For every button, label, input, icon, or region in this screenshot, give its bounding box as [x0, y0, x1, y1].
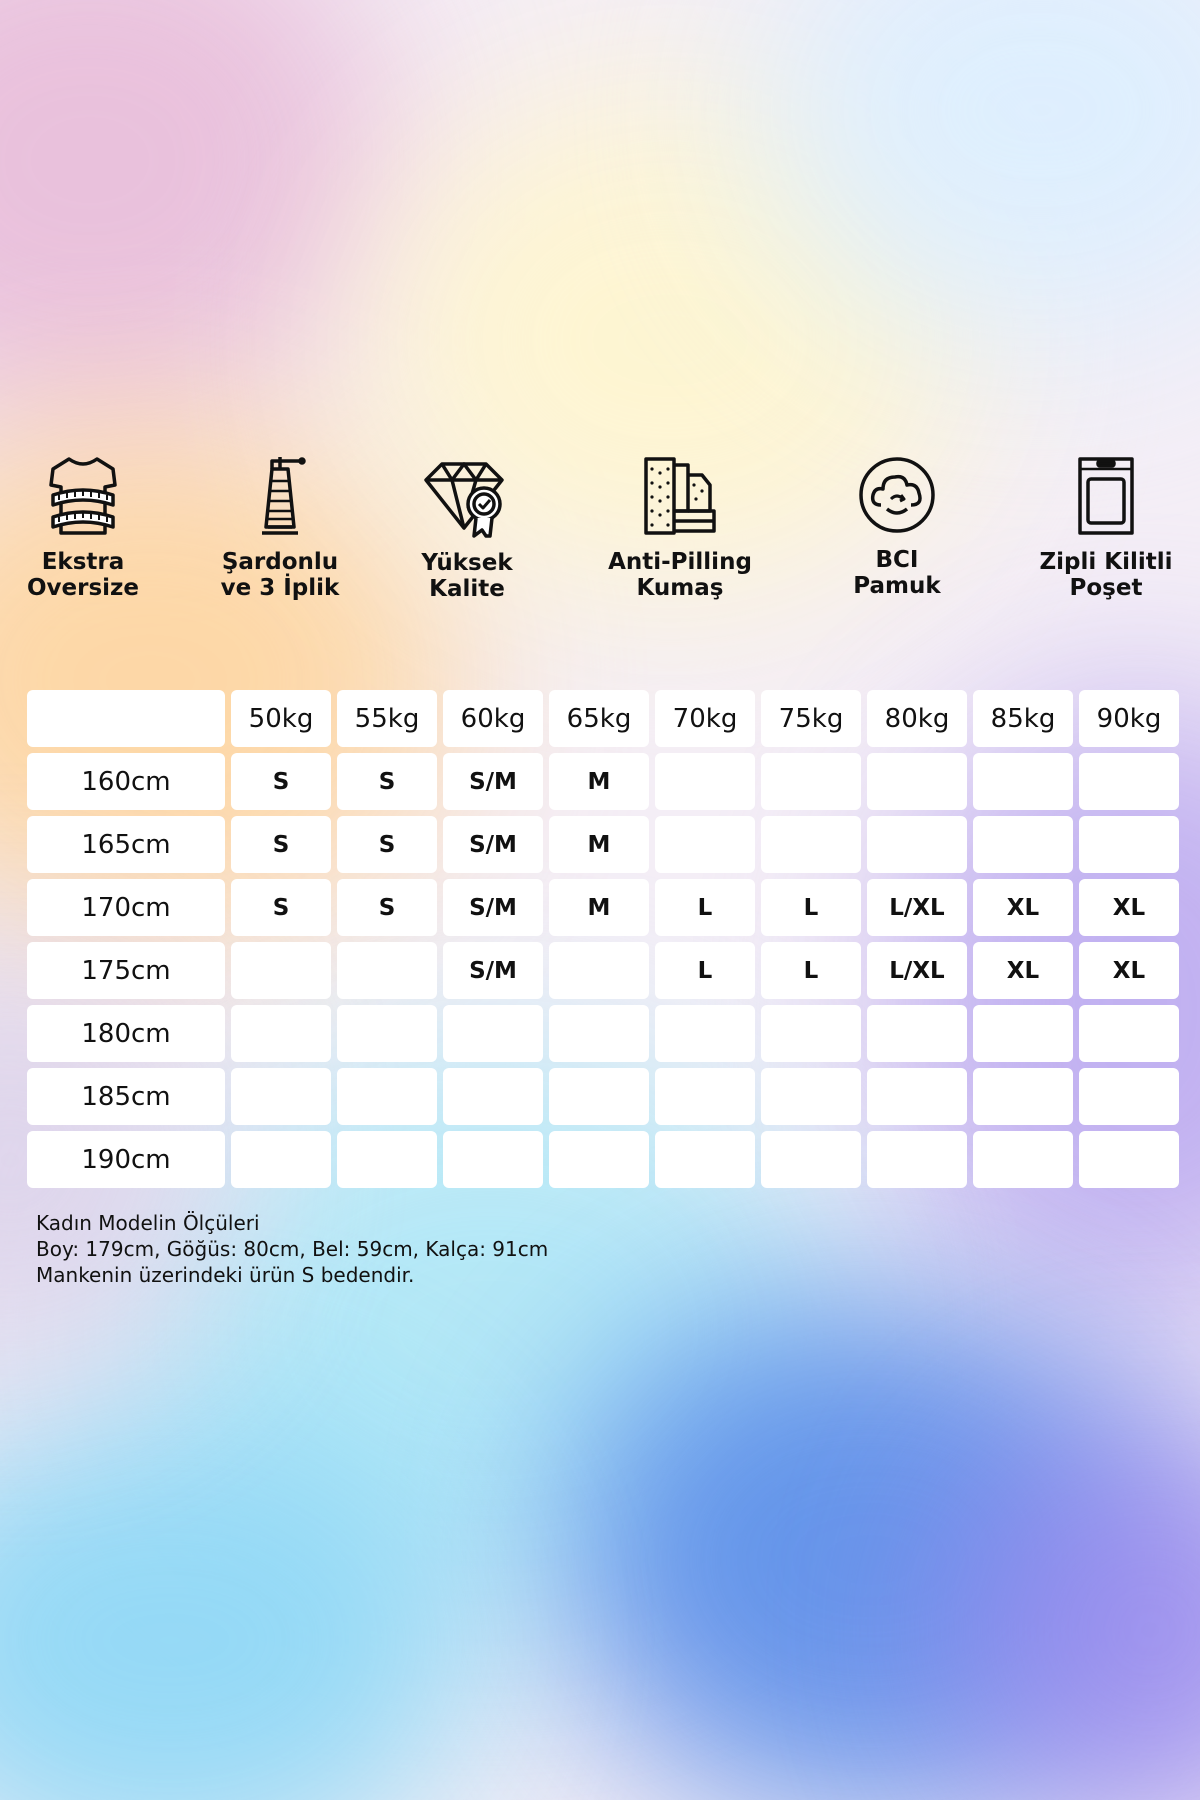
size-cell: [973, 1068, 1073, 1125]
feature-label: BCI Pamuk: [853, 547, 941, 599]
size-cell: XL: [973, 942, 1073, 999]
size-cell: [973, 753, 1073, 810]
size-cell: S: [231, 816, 331, 873]
feature-label: Yüksek Kalite: [421, 550, 513, 602]
weight-header-cell: 70kg: [655, 690, 755, 747]
size-cell: S: [231, 879, 331, 936]
height-header-cell: 190cm: [27, 1131, 225, 1188]
tshirt-measure-icon: [47, 455, 119, 537]
size-cell: [549, 1005, 649, 1062]
size-cell: [549, 1068, 649, 1125]
size-cell: [655, 753, 755, 810]
size-cell: [655, 816, 755, 873]
size-cell: [867, 1005, 967, 1062]
size-cell: [867, 816, 967, 873]
weight-header-cell: 85kg: [973, 690, 1073, 747]
feature-thread: [180, 455, 380, 601]
size-cell: M: [549, 879, 649, 936]
weight-header-cell: 80kg: [867, 690, 967, 747]
feature-oversize: [0, 455, 183, 601]
size-cell: [231, 942, 331, 999]
weight-header-cell: 60kg: [443, 690, 543, 747]
size-cell: [973, 1131, 1073, 1188]
feature-label: Zipli Kilitli Poşet: [1039, 549, 1173, 601]
size-cell: M: [549, 816, 649, 873]
size-cell: XL: [1079, 879, 1179, 936]
weight-header-cell: 50kg: [231, 690, 331, 747]
feature-label: Ekstra Oversize: [26, 549, 140, 601]
size-cell: [443, 1005, 543, 1062]
size-cell: S: [337, 816, 437, 873]
size-cell: [867, 753, 967, 810]
size-cell: [337, 1005, 437, 1062]
size-cell: XL: [1079, 942, 1179, 999]
feature-label: Anti-Pilling Kumaş: [608, 549, 752, 601]
feature-cotton: [797, 455, 997, 599]
diamond-badge-icon: [424, 458, 510, 538]
size-cell: L: [655, 879, 755, 936]
weight-header-cell: 65kg: [549, 690, 649, 747]
size-cell: [549, 1131, 649, 1188]
size-cell: S/M: [443, 879, 543, 936]
fabric-rolls-icon: [640, 455, 720, 537]
weight-header-cell: 55kg: [337, 690, 437, 747]
size-cell: [1079, 1005, 1179, 1062]
cotton-icon: [857, 455, 937, 535]
size-cell: [549, 942, 649, 999]
size-cell: [1079, 753, 1179, 810]
feature-list: [0, 0, 1200, 620]
size-cell: L: [761, 942, 861, 999]
size-cell: S: [337, 753, 437, 810]
size-cell: [867, 1131, 967, 1188]
size-cell: [337, 1068, 437, 1125]
height-header-cell: 170cm: [27, 879, 225, 936]
size-cell: L: [761, 879, 861, 936]
size-cell: [761, 1068, 861, 1125]
thread-spool-icon: [250, 455, 310, 537]
feature-antipilling: [580, 455, 780, 601]
size-cell: L: [655, 942, 755, 999]
feature-quality: [367, 458, 567, 602]
size-cell: [761, 753, 861, 810]
feature-label: Şardonlu ve 3 İplik: [220, 549, 340, 601]
size-cell: [655, 1005, 755, 1062]
size-cell: L/XL: [867, 942, 967, 999]
size-cell: [337, 942, 437, 999]
height-header-cell: 165cm: [27, 816, 225, 873]
size-cell: M: [549, 753, 649, 810]
size-cell: [761, 1005, 861, 1062]
size-cell: [337, 1131, 437, 1188]
size-cell: XL: [973, 879, 1073, 936]
size-cell: S/M: [443, 753, 543, 810]
size-cell: S/M: [443, 942, 543, 999]
size-cell: [655, 1131, 755, 1188]
height-header-cell: 160cm: [27, 753, 225, 810]
size-cell: [231, 1068, 331, 1125]
notes-title: Kadın Modelin Ölçüleri: [36, 1211, 260, 1235]
feature-zipbag: [1006, 455, 1200, 601]
size-cell: [973, 816, 1073, 873]
height-header-cell: 175cm: [27, 942, 225, 999]
size-cell: [231, 1005, 331, 1062]
weight-header-cell: 90kg: [1079, 690, 1179, 747]
size-cell: S: [337, 879, 437, 936]
size-cell: [761, 816, 861, 873]
size-cell: L/XL: [867, 879, 967, 936]
size-cell: [761, 1131, 861, 1188]
notes-size-info: Mankenin üzerindeki ürün S bedendir.: [36, 1263, 415, 1287]
size-cell: [973, 1005, 1073, 1062]
zip-bag-icon: [1076, 455, 1136, 537]
size-cell: [443, 1068, 543, 1125]
table-corner-cell: [27, 690, 225, 747]
model-measurements: [36, 1210, 548, 1288]
size-cell: [443, 1131, 543, 1188]
size-cell: [1079, 1131, 1179, 1188]
size-cell: S: [231, 753, 331, 810]
size-cell: [1079, 1068, 1179, 1125]
notes-measurements: Boy: 179cm, Göğüs: 80cm, Bel: 59cm, Kalça: 91cm: [36, 1237, 549, 1261]
height-header-cell: 180cm: [27, 1005, 225, 1062]
weight-header-cell: 75kg: [761, 690, 861, 747]
size-cell: [867, 1068, 967, 1125]
size-cell: [655, 1068, 755, 1125]
size-cell: S/M: [443, 816, 543, 873]
height-header-cell: 185cm: [27, 1068, 225, 1125]
size-cell: [231, 1131, 331, 1188]
size-cell: [1079, 816, 1179, 873]
